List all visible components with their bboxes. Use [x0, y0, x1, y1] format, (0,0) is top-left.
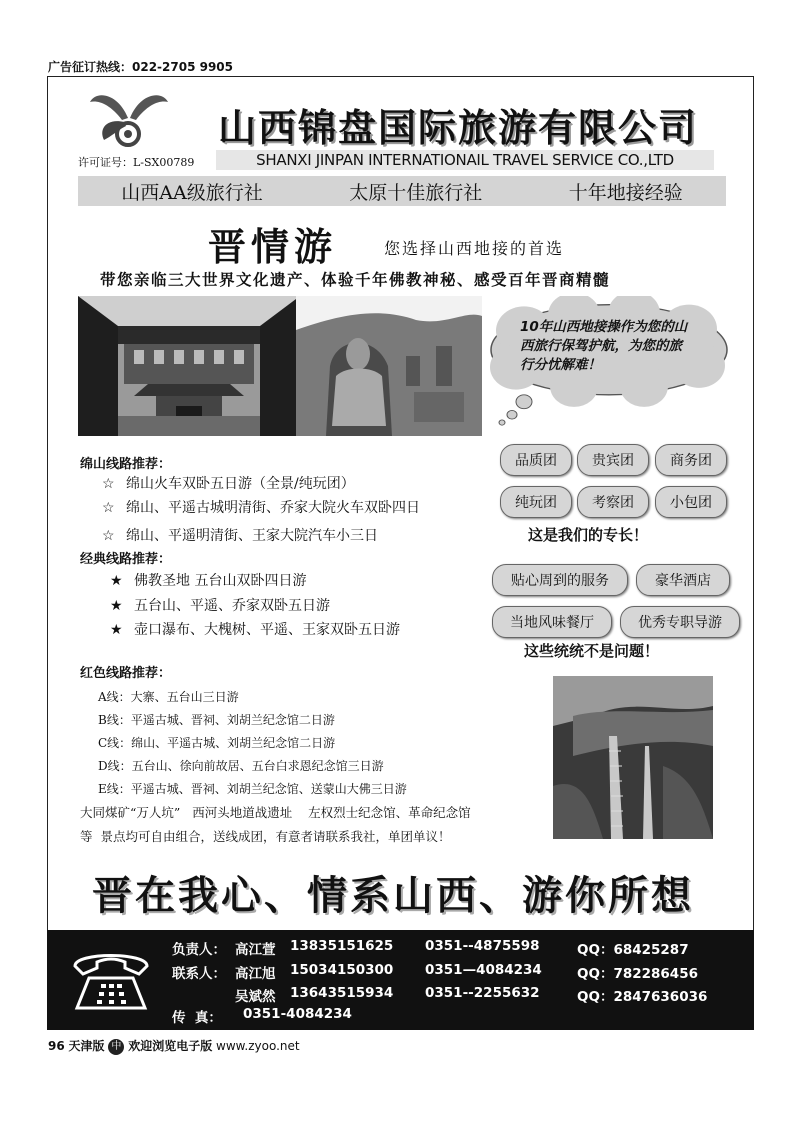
- edition: 天津版: [68, 1039, 105, 1053]
- mianshan-route-2: [102, 497, 420, 517]
- service-pill-guide: 优秀专职导游: [620, 606, 740, 638]
- contact-mobile: 13835151625: [290, 938, 394, 954]
- star-filled-icon: ★: [110, 573, 123, 589]
- page-number: 96: [48, 1039, 65, 1053]
- star-filled-icon: ★: [110, 622, 123, 638]
- grotto-buddha-photo: [296, 296, 482, 436]
- service-pill-attentive: 贴心周到的服务: [492, 564, 628, 596]
- route-text: 绵山火车双卧五日游（全景/纯玩团）: [126, 476, 355, 492]
- red-route-d: D线：五台山、徐向前故居、五台白求恩纪念馆三日游: [98, 759, 384, 773]
- website-link[interactable]: www.zyoo.net: [216, 1039, 300, 1053]
- route-text: 五台山、平遥、乔家双卧五日游: [134, 598, 330, 614]
- mianshan-route-1: [102, 473, 355, 493]
- mianshan-section-title: 绵山线路推荐：: [80, 457, 172, 472]
- credential-top-ten: 太原十佳旅行社: [349, 181, 483, 204]
- group-pill-business: 商务团: [655, 444, 727, 476]
- footer: [48, 1037, 300, 1055]
- group-pill-vip: 贵宾团: [577, 444, 649, 476]
- classic-route-1: [110, 570, 306, 590]
- credential-experience: 十年地接经验: [568, 181, 683, 204]
- star-outline-icon: ☆: [102, 500, 115, 516]
- credentials-band: [78, 176, 726, 206]
- group-pill-inspection: 考察团: [577, 486, 649, 518]
- route-text: 壶口瀑布、大槐树、平遥、王家双卧五日游: [134, 622, 400, 638]
- cliff-path-photo: [553, 676, 713, 839]
- red-route-a: A线：大寨、五台山三日游: [98, 690, 239, 704]
- contact-box: [47, 930, 754, 1030]
- group-pill-pure-play: 纯玩团: [500, 486, 572, 518]
- route-text: 佛教圣地 五台山双卧四日游: [134, 573, 307, 589]
- telephone-icon: [69, 948, 153, 1014]
- services-caption: 这些统统不是问题！: [524, 642, 660, 660]
- red-route-e: E线：平遥古城、晋祠、刘胡兰纪念馆、送蒙山大佛三日游: [98, 782, 407, 796]
- red-note-line-1: 大同煤矿“万人坑” 西河头地道战遗址 左权烈士纪念馆、革命纪念馆: [80, 805, 471, 820]
- big-slogan: 晋在我心、情系山西、游你所想: [92, 873, 694, 919]
- contact-tel: 0351—4084234: [425, 962, 542, 978]
- classic-route-3: [110, 619, 400, 639]
- company-name-en: SHANXI JINPAN INTERNATIONAIL TRAVEL SERVICE CO.,LTD: [216, 150, 714, 170]
- contact-qq: QQ：2847636036: [577, 989, 708, 1005]
- group-pill-quality: 品质团: [500, 444, 572, 476]
- courtyard-photo: [78, 296, 300, 436]
- butterfly-logo-icon: [88, 88, 170, 152]
- contact-tel: 0351--4875598: [425, 938, 540, 954]
- brand-title: 晋情游: [208, 225, 338, 269]
- contact-qq: QQ：68425287: [577, 942, 689, 958]
- mianshan-route-3: [102, 525, 378, 545]
- contact-name: 高江旭: [235, 966, 276, 982]
- contact-mobile: 15034150300: [290, 962, 394, 978]
- contact-qq: QQ：782286456: [577, 966, 698, 982]
- service-pill-local-food: 当地风味餐厅: [492, 606, 612, 638]
- contact-name: 吴斌然: [235, 989, 276, 1005]
- brand-badge-icon: 中: [108, 1039, 124, 1055]
- star-outline-icon: ☆: [102, 476, 115, 492]
- groups-caption: 这是我们的专长！: [528, 526, 649, 544]
- star-outline-icon: ☆: [102, 528, 115, 544]
- red-note-line-2: 等 景点均可自由组合，送线成团，有意者请联系我社，单团单议！: [80, 829, 451, 844]
- service-pill-hotel: 豪华酒店: [636, 564, 730, 596]
- contact-mobile: 13643515934: [290, 985, 394, 1001]
- brand-slogan: 您选择山西地接的首选: [384, 239, 565, 258]
- license-number: 许可证号：L-SX00789: [78, 156, 195, 169]
- red-section-title: 红色线路推荐：: [80, 666, 172, 681]
- group-pill-small: 小包团: [655, 486, 727, 518]
- route-text: 绵山、平遥古城明清街、乔家大院火车双卧四日: [126, 500, 420, 516]
- red-route-c: C线：绵山、平遥古城、刘胡兰纪念馆二日游: [98, 736, 336, 750]
- red-route-b: B线：平遥古城、晋祠、刘胡兰纪念馆二日游: [98, 713, 335, 727]
- contact-label: 负责人：: [172, 942, 226, 958]
- contact-label: 联系人：: [172, 966, 226, 982]
- classic-section-title: 经典线路推荐：: [80, 552, 172, 567]
- fax-label: 传 真：: [172, 1010, 222, 1026]
- credential-aa: 山西AA级旅行社: [121, 181, 263, 204]
- contact-name: 高江萱: [235, 942, 276, 958]
- cloud-text: 10年山西地接操作为您的山西旅行保驾护航，为您的旅行分忧解难！: [520, 319, 688, 373]
- ad-hotline: 广告征订热线：022-2705 9905: [48, 60, 234, 74]
- welcome-text: 欢迎浏览电子版: [128, 1039, 213, 1053]
- company-name-cn: 山西锦盘国际旅游有限公司: [218, 106, 699, 150]
- route-text: 绵山、平遥明清街、王家大院汽车小三日: [126, 528, 378, 544]
- star-filled-icon: ★: [110, 598, 123, 614]
- contact-tel: 0351--2255632: [425, 985, 540, 1001]
- classic-route-2: [110, 595, 330, 615]
- fax-number: 0351-4084234: [243, 1006, 352, 1022]
- headline: 带您亲临三大世界文化遗产、体验千年佛教神秘、感受百年晋商精髓: [100, 271, 611, 289]
